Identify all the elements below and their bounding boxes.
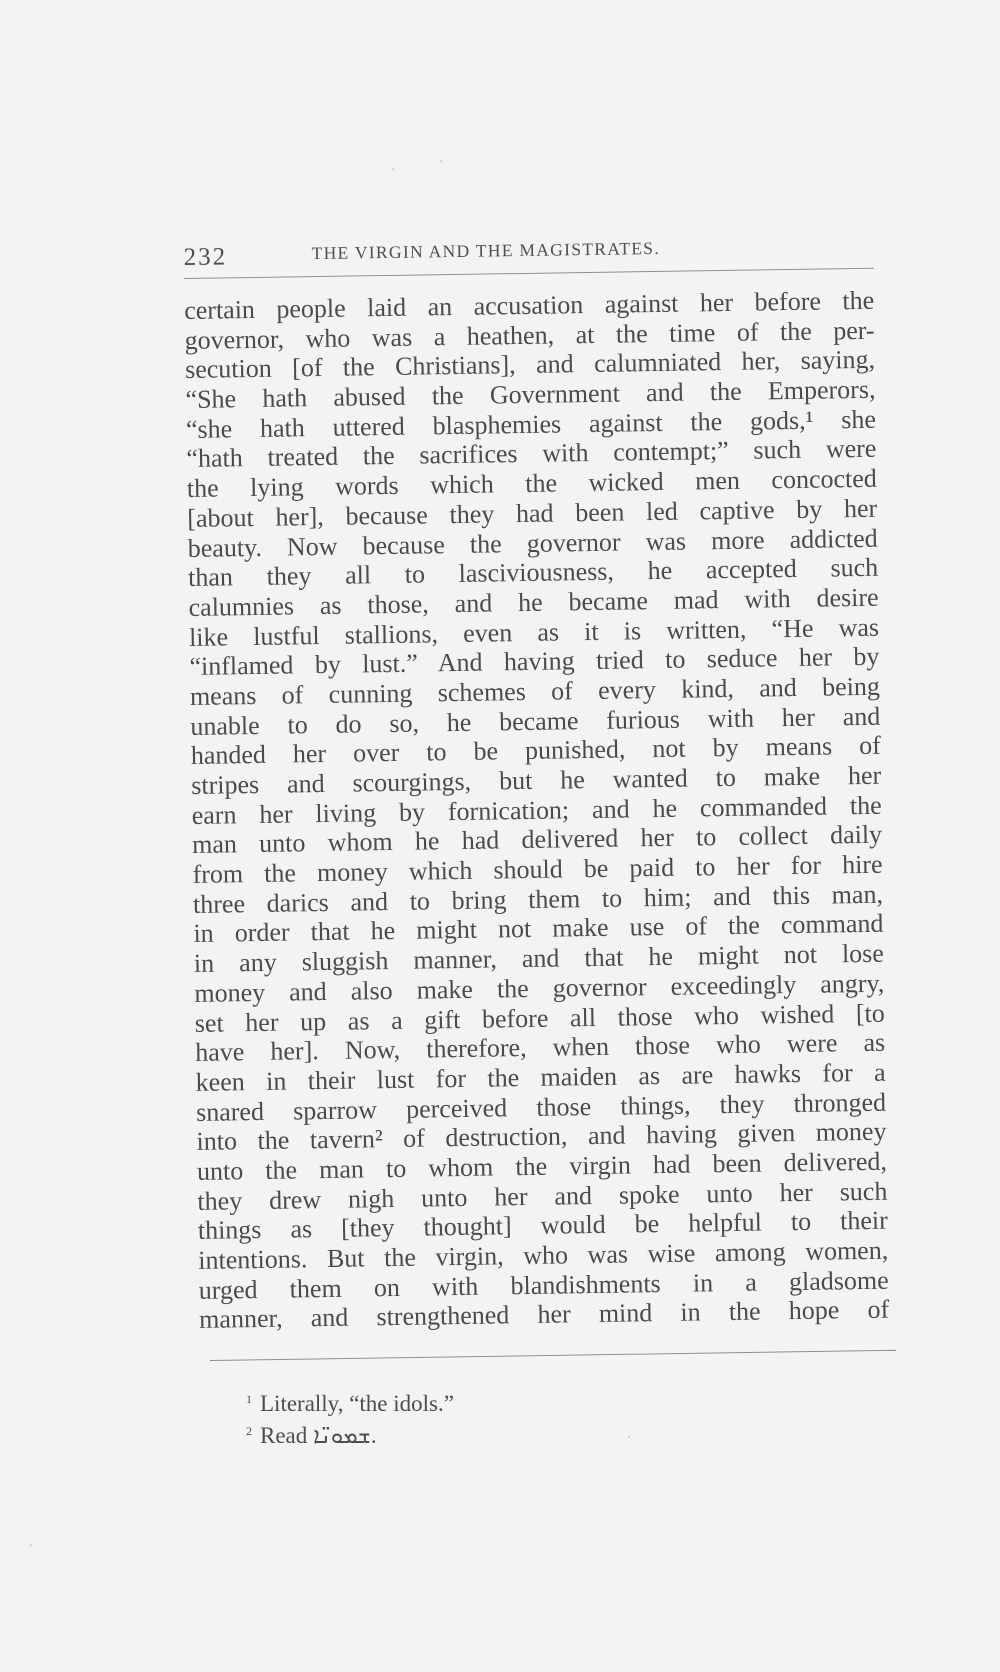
text-line: “hath treated the sacrifices with contempt;” such were	[186, 434, 877, 474]
text-line: “she hath uttered blasphemies against the gods,¹ she	[185, 404, 877, 444]
running-head: THE VIRGIN AND THE MAGISTRATES.	[311, 237, 661, 264]
text-line: set her up as a gift before all those who wished [to	[194, 998, 885, 1038]
text-line: in order that he might not make use of the command	[193, 909, 884, 949]
footnote-marker: 1	[246, 1392, 252, 1406]
page-header	[183, 228, 874, 279]
text-line: they drew nigh unto her and spoke unto her such	[197, 1176, 888, 1216]
text-line: means of cunning schemes of every kind, and being	[189, 671, 881, 711]
paper-speck	[30, 1544, 32, 1546]
text-line: into the tavern² of destruction, and having given money	[196, 1116, 887, 1157]
text-line: urged them on with blandishments in a gladsome	[198, 1265, 889, 1305]
syriac-word: ܫܡܘܢ̈ܐ	[313, 1424, 371, 1449]
footnote-end: .	[370, 1423, 377, 1448]
text-line: things as [they thought] would be helpful to their	[197, 1205, 889, 1246]
paper-speck	[392, 168, 394, 170]
text-line: certain people laid an accusation against her before the	[184, 285, 875, 325]
text-line: keen in their lust for the maiden as are hawks for a	[195, 1057, 886, 1097]
text-line: from the money which should be paid to her for hire	[192, 849, 883, 889]
text-line: unto the man to whom the virgin had been delivered,	[196, 1146, 888, 1186]
footnotes	[246, 1383, 746, 1447]
text-line: stripes and scourgings, but he wanted to make her	[191, 760, 882, 800]
text-line: intentions. But the virgin, who was wise among women,	[198, 1235, 889, 1275]
text-line: snared sparrow perceived those things, they thronged	[195, 1087, 887, 1127]
text-line: three darics and to bring them to him; and this man,	[192, 879, 884, 919]
body-text	[184, 286, 889, 1335]
text-line: have her]. Now, therefore, when those who were as	[195, 1027, 886, 1068]
text-line: manner, and strengthened her mind in the hope of	[198, 1295, 890, 1335]
text-line: beauty. Now because the governor was more addicted	[187, 523, 878, 563]
text-line: like lustful stallions, even as it is written, “He was	[188, 612, 880, 652]
footnote-2	[246, 1415, 746, 1447]
text-line: the lying words which the wicked men concocted	[186, 463, 877, 504]
footnote-rule	[210, 1350, 896, 1361]
footnote-1	[246, 1383, 746, 1415]
text-line: calumnies as those, and he became mad with desire	[188, 582, 879, 622]
text-line: “inflamed by lust.” And having tried to seduce her by	[189, 641, 880, 682]
text-line: money and also make the governor exceedingly angry,	[194, 968, 885, 1008]
text-line: than they all to lasciviousness, he accepted such	[187, 552, 879, 593]
text-line: man unto whom he had delivered her to collect daily	[191, 820, 883, 860]
page-number: 232	[183, 243, 228, 272]
footnote-text: Read	[260, 1423, 308, 1448]
footnote-marker: 2	[246, 1424, 252, 1438]
text-line: earn her living by fornication; and he commanded the	[191, 790, 882, 830]
text-line: secution [of the Christians], and calumniated her, saying,	[184, 345, 876, 385]
text-line: unable to do so, he became furious with her and	[190, 701, 881, 741]
text-line: “She hath abused the Government and the Emperors,	[185, 374, 876, 415]
text-line: handed her over to be punished, not by means of	[190, 731, 881, 771]
paper-speck	[440, 160, 442, 162]
footnote-text: Literally, “the idols.”	[260, 1391, 454, 1416]
text-line: governor, who was a heathen, at the time of the per-	[184, 315, 875, 355]
text-line: in any sluggish manner, and that he might not lose	[193, 938, 885, 979]
text-line: [about her], because they had been led captive by her	[187, 493, 878, 533]
